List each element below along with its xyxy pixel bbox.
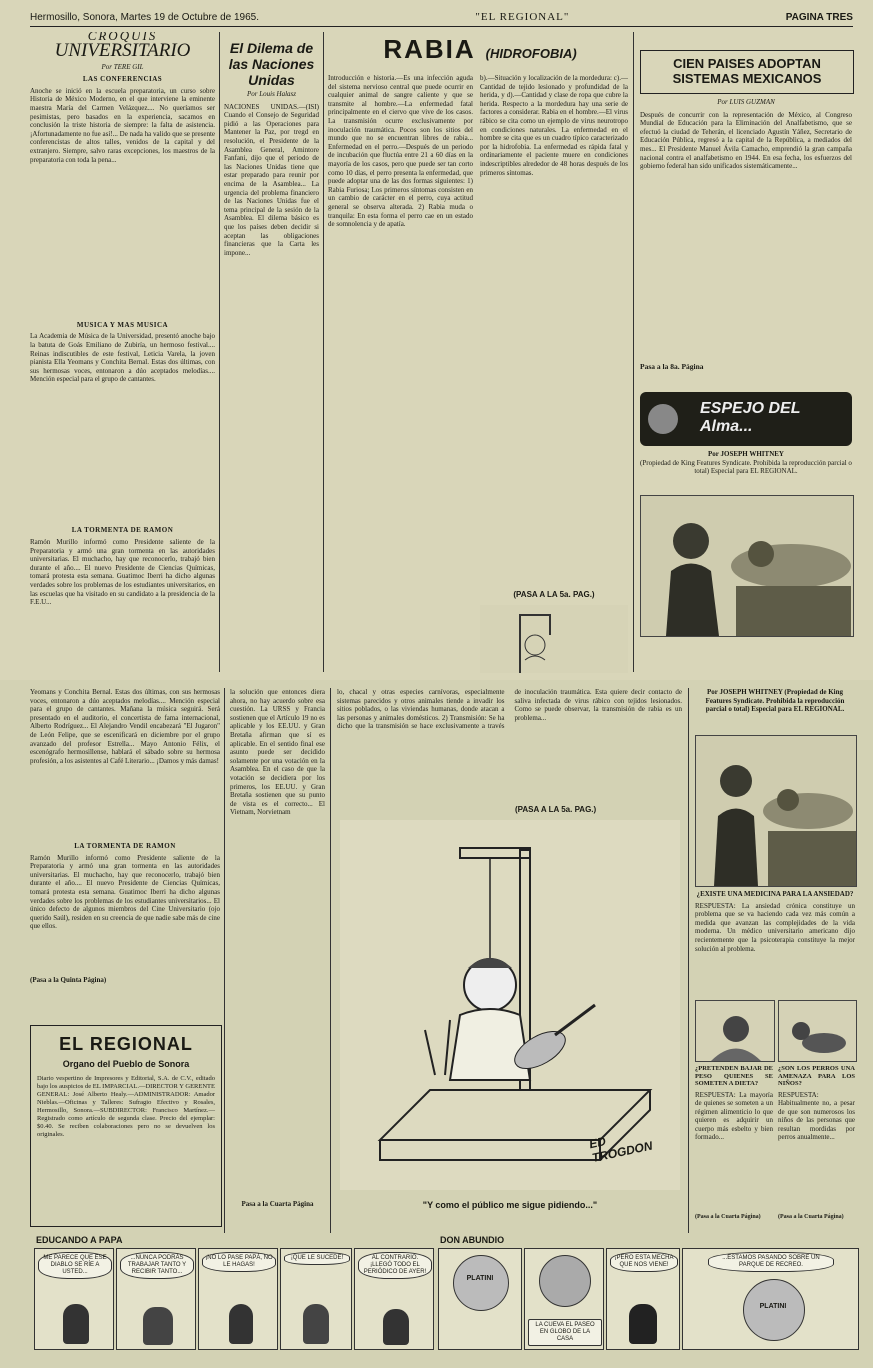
- newspaper-page-top: [0, 0, 873, 680]
- rabia-body-1: Introducción e historia.—Es una infección aguda del sistema nervioso central que puede ocurrir en cualquier animal de sangre caliente y que se transmite al hombre.—La enfermedad fatal principalmente en el ciervo que vive de los casos. La transmisión ocurre exclusivamente por inoculación traumática. Pocos son los sitios del mundo que no se encuentran libres de rabia... Enfermedad en el perro.—Después de un periodo de incubación que fluctúa entre 21 a 60 días en la mayoría de los casos, pero que puede ser tan corto como 10 días, el perro presenta la enfermedad, que puede adoptar una de las dos formas siguientes: 1) Rabia Furiosa; Los primeros síntomas consisten en un cambio de carácter en el perro, cuya actitud general se observa alterada. 2) Rabia muda o tranquila: En esta forma el perro cae en un estado de somnolencia y de apatía.: [328, 74, 473, 229]
- rabia-body-2: b).—Situación y localización de la mordedura: c).—Cantidad de tejido lesionado y profundidad de la herida, y d).—Cantidad y clase de ropa que cubre la herida. Respecto a la mordedura hay una serie de factores a considerar. Rabia en el hombre.—El virus rábico se cita como un ejemplo de virus neurotropo en condiciones naturales. La enfermedad en el hombre se cita que es un cuadro típico caracterizado por la hidrofobia. La enfermedad es rápida fatal y ordinariamente el paciente muere en condiciones indescriptibles alrededor de 48 horas después de los primeros síntomas.: [480, 74, 628, 177]
- cartoon-preview-image: [480, 605, 628, 673]
- espejo-byline: Por JOSEPH WHITNEY: [708, 450, 784, 458]
- comic2-sign: LA CUEVA EL PASEO EN GLOBO DE LA CASA: [528, 1319, 602, 1346]
- rabia-continued: (PASA A LA 5a. PAG.): [513, 590, 595, 599]
- comic2-label-2: PLATINI: [759, 1303, 787, 1310]
- balloon-icon: [539, 1255, 591, 1307]
- croquis-body-2: La Academia de Música de la Universidad, presentó anoche bajo la batuta de Goás Emiliano de Zubiría, un hermoso festival.... Reinas indiscutibles de este festival, Leticia Varela, la joven pianista Ella Yeomans y Conchita Bernal. Estas dos últimas, con sus hermosas voces, entonaron a dúo aceptados melodías.... Mención especial para el grupo de cantantes.: [30, 332, 215, 384]
- dilema-column: [224, 40, 319, 672]
- dieta-question: ¿PRETENDEN BAJAR DE PESO QUIENES SE SOMETEN A DIETA?: [695, 1065, 773, 1087]
- espejo-illustration: [640, 495, 854, 637]
- balloon-icon: [743, 1279, 805, 1341]
- bottom-croquis-column: [30, 688, 220, 1018]
- bottom-espejo-illustration: [695, 735, 857, 887]
- ansiedad-question: ¿EXISTE UNA MEDICINA PARA LA ANSIEDAD?: [696, 890, 854, 898]
- comic2-title: DON ABUNDIO: [440, 1235, 505, 1245]
- folio-right: PAGINA TRES: [785, 11, 853, 23]
- croquis-section-2: MUSICA Y MAS MUSICA: [76, 320, 169, 329]
- masthead-title: EL REGIONAL: [59, 1034, 193, 1054]
- croquis-kicker: CROQUIS: [87, 32, 158, 43]
- ansiedad-answer: RESPUESTA: La ansiedad crónica constituye un problema que se va haciendo cada vez más común a medida que avanzan las complejidades de la vida moderna. Un médico universitario americano dijo recientemente que la psicoterapia constituye la mejor solución al problema.: [695, 901, 855, 953]
- perros-question: ¿SON LOS PERROS UNA AMENAZA PARA LOS NIÑOS?: [778, 1065, 855, 1087]
- comic2-label: PLATINI: [466, 1275, 494, 1282]
- cien-column: [640, 96, 852, 376]
- croquis-section-1: LAS CONFERENCIAS: [82, 75, 163, 84]
- bottom-rabia-continued: (PASA A LA 5a. PAG.): [515, 805, 597, 814]
- bottom-croquis-continued: (Pasa a la Quinta Página): [30, 975, 107, 984]
- woman-portrait-icon: [696, 1001, 774, 1061]
- dieta-illustration: [695, 1000, 775, 1062]
- dieta-answer: RESPUESTA: La mayoría de quienes se someten a un régimen alimenticio lo que quieren es adquirir un cuerpo más esbelto y bien formado...: [695, 1090, 773, 1142]
- doctor-patient-illustration-icon: [696, 736, 856, 886]
- cien-continued: Pasa a la 8a. Página: [640, 361, 704, 371]
- dilema-body: NACIONES UNIDAS.—(ISI) Cuando el Consejo de Seguridad pidió a las Operaciones para Mantener la Paz, por tregd en resolución, el Presidente de la Asamblea General, Amintore Fanfani, dijo que el periodo de las Naciones Unidas tiene que estar preparado para reunir por encima de la Asamblea... La urgencia del problema financiero de las Naciones Unidas fue el tema principal de la sesión de la Asamblea. El dilema básico es que los países deben decidir si aceptan las obligaciones financieras que la Carta les impone...: [224, 102, 319, 257]
- croquis-body-3: Ramón Murillo informó como Presidente saliente de la Preparatoria y armó una gran tormenta en las autoridades universitarias. El muchacho, hay que reconocerlo, trabajó bien durante el año.... El nuevo Presidente de Ciencias Químicas, tomará protesta esta semana. Guatimoc Iberri ha dicho algunas verdades sobre los problemas de los estudiantes universitarios, en las escuelas que ha visitado en su candidato a la presidencia de la F.E.U...: [30, 537, 215, 607]
- comic2-panel-3: [606, 1248, 680, 1350]
- comic-figure-icon: [63, 1304, 89, 1344]
- dilema-title: El Dilema de las Naciones Unidas: [228, 40, 315, 88]
- dieta-block: [695, 1065, 773, 1230]
- bottom-rabia-column: [337, 688, 682, 803]
- espejo-banner: [640, 392, 852, 446]
- folio-left: Hermosillo, Sonora, Martes 19 de Octubre de 1965.: [30, 11, 260, 23]
- column-rule: [633, 32, 634, 672]
- comic2-panel-2: [524, 1248, 604, 1350]
- bottom-rabia-body: lo, chacal y otras especies carnívoras, especialmente sistemas parecidos y otros animales tiende a invadir los sitios poblados, o las viviendas humanas, donde atacan a las personas y animales domésticos. 2) Transmisión: Se ha dicho que la transmisión se hace exclusivamente a través de inoculación traumática. Esta quiere decir contacto de saliva infectada de virus rábico con tejidos lesionados. Como se puede observar, la transmisión de rabia es un problema...: [337, 688, 682, 731]
- croquis-body-1: Anoche se inició en la escuela preparatoria, un curso sobre Historia de México Moderno, en el que interviene la eminente maestra María del Carmen Velázquez.... No queríamos ser pesimistas, pero basados en la experiencia, sacamos en conclusión la triste historia de siempre: la falta de asistencia. ¡Afortunadamente no fue así!... De nada ha valido que se presente conferencistas de altos talles, venidos de la capital y del extranjero. Siempre, salvo raras excepciones, los maestros de la preparatoria con toda la pena...: [30, 86, 215, 164]
- comic1-bubble-2: ...NUNCA PODRÁS TRABAJAR TANTO Y RECIBIR TANTO...: [120, 1252, 194, 1279]
- comic-figure-icon: [229, 1304, 253, 1344]
- bottom-dilema-body: la solución que entonces diera ahora, no hay acuerdo sobre esa cuestión. La URSS y Francia sostienen que el Artículo 19 no es aplicable y los EE.UU. y Gran Bretaña afirman que sí es aplicable. En el sentido final ese asunto puede ser decidido solamente por una votación en la Asamblea. En el caso de que la votación se decidiera por los primeros, los EE.UU. y Gran Bretaña sostienen que su punto de vista es el correcto... El Vietnam, Norvietnam: [230, 688, 325, 817]
- bottom-espejo-credit: Por JOSEPH WHITNEY (Propiedad de King Features Syndicate. Prohibida la reproducción parcial o total) Especial para EL REGIONAL.: [705, 688, 845, 714]
- masthead-body: Diario vespertino de Impresores y Editorial, S.A. de C.V., editado bajo los auspicios de EL IMPARCIAL.—DIRECTOR Y GERENTE GENERAL: José Alberto Healy.—ADMINISTRADOR: Amador Nieblas.—Oficinas y Talleres: Sufragio Efectivo y Rosales, Hermosillo, Sonora.—SUBDIRECTOR: Francisco Martínez.—Registrado como artículo de segunda clase. Precio del ejemplar: $0.40. Se reciben colaboraciones pero no se devuelven los originales.: [37, 1075, 215, 1138]
- bottom-croquis-section: LA TORMENTA DE RAMON: [74, 842, 176, 850]
- rabia-column-2: [480, 74, 628, 574]
- cien-headline-box: [640, 50, 854, 94]
- balloon-icon: [453, 1255, 509, 1311]
- dilema-byline: Por Louis Halasz: [246, 90, 296, 98]
- comic1-title: EDUCANDO A PAPA: [36, 1235, 123, 1245]
- cien-body: Después de concurrir con la representación de México, al Congreso Mundial de Educación para la Eliminación del Analfabetismo, que se efectuó la ciudad de Teherán, el licenciado Agustín Yáñez, Secretario de Educación Pública, regresó a la capital de la República, a mediados del mes... El Presidente Manuel Ávila Camacho, emprendió la gran campaña nacional contra el analfabetismo en 1944. En esa fecha, los esfuerzos del gobierno federal han sido unificados sistemáticamente...: [640, 110, 852, 171]
- folio-center: "EL REGIONAL": [475, 11, 570, 23]
- cartoon-caption: "Y como el público me sigue pidiendo...": [422, 1200, 598, 1210]
- rabia-subtitle: (HIDROFOBIA): [485, 46, 577, 61]
- comic1-panel-2: [116, 1248, 196, 1350]
- page-folio: [30, 8, 853, 27]
- comic-figure-icon: [143, 1307, 173, 1345]
- dog-child-icon: [779, 1001, 856, 1061]
- bottom-croquis-body-2: Ramón Murillo informó como Presidente saliente de la Preparatoria y armó una gran tormenta en las autoridades universitarias. El muchacho, hay que reconocerlo, trabajó bien durante el año.... El nuevo Presidente de Ciencias Químicas, tomará protesta esta semana. Guatimoc Iberri ha dicho algunas verdades sobre los problemas de los estudiantes universitarios... El único defecto de algunos miembros del Cine Universitario (ojo querido Saúl), residen en su creencia de que nadie sabe más de cine que ellos.: [30, 853, 220, 931]
- cartoon-sketch-icon: [480, 605, 628, 673]
- comic1-bubble-4: ¡QUE LE SUCEDE!: [284, 1252, 350, 1265]
- column-rule: [330, 688, 331, 1233]
- newspaper-page-bottom: [0, 680, 873, 1368]
- masthead-subtitle: Organo del Pueblo de Sonora: [62, 1059, 190, 1069]
- dieta-continued: (Pasa a la Cuarta Página): [695, 1213, 761, 1220]
- rabia-column-1: [328, 74, 473, 584]
- espejo-credit: (Propiedad de King Features Syndicate. Prohibida la reproducción parcial o total) Especial para EL REGIONAL.: [640, 458, 852, 476]
- croquis-column: [30, 32, 215, 672]
- comic2-panel-4: [682, 1248, 859, 1350]
- perros-answer: RESPUESTA: Habitualmente no, a pesar de que son numerosos los niños de las personas que resultan mordidas por perros anualmente...: [778, 1090, 855, 1142]
- espejo-eye-icon: [648, 404, 678, 434]
- comic1-panel-4: [280, 1248, 352, 1350]
- column-rule: [688, 688, 689, 1233]
- comic1-bubble-3: ¡NO LO PASE PAPÁ, NO LE HAGAS!: [202, 1252, 276, 1272]
- column-rule: [323, 32, 324, 672]
- bottom-dilema-column: [230, 688, 325, 1218]
- comic1-panel-3: [198, 1248, 278, 1350]
- espejo-title: ESPEJO DEL Alma...: [700, 400, 801, 435]
- perros-block: [778, 1065, 855, 1230]
- comic1-panel-5: [354, 1248, 434, 1350]
- croquis-byline: Por TERE GIL: [101, 62, 144, 71]
- croquis-section-3: LA TORMENTA DE RAMON: [71, 526, 174, 535]
- bottom-dilema-continued: Pasa a la Cuarta Página: [241, 1200, 314, 1208]
- masthead-box: [30, 1025, 222, 1227]
- perros-continued: (Pasa a la Cuarta Página): [778, 1213, 844, 1220]
- comic2-bubble-1: ¡PERO ESTA MECHA QUE NOS VIENE!: [610, 1252, 678, 1272]
- column-rule: [224, 688, 225, 1233]
- cartoon-signature: ED TROGDON: [587, 1134, 654, 1165]
- rabia-header: [330, 34, 630, 65]
- column-rule: [219, 32, 220, 672]
- comic2-bubble-2: ...ESTAMOS PASANDO SOBRE UN PARQUE DE RECREO.: [708, 1252, 834, 1272]
- cien-byline: Por LUIS GUZMAN: [717, 98, 775, 106]
- doctor-patient-illustration-icon: [641, 496, 853, 636]
- espejo-credit-block: [640, 450, 852, 490]
- ansiedad-block: [695, 890, 855, 995]
- bottom-croquis-body-1: Yeomans y Conchita Bernal. Estas dos últimas, con sus hermosas voces, entonaron a dúo aceptados melodías.... Mención especial para el grupo de cantantes. Mañana la música seguirá. Será presentado en el auditorio, el concertista de fama internacional, Alberto Rodríguez... El Alejandro Vendil encabezará "El Jugaron" de León Felipe, que se escenificará en diciembre por el grupo avanzado del profesor Estrella... Mayo Antonio Félix, el escenógrafo hermosillense, hablará el sábado sobre su hermosa profesión, a los asistentes al Café Literario... ¡Damos y más damas!: [30, 688, 220, 765]
- comic-figure-icon: [383, 1309, 409, 1345]
- comic1-panel-1: [34, 1248, 114, 1350]
- comic1-bubble-1: ME PARECE QUE ESE DIABLO SE RÍE A USTED...: [38, 1252, 112, 1279]
- comic-figure-icon: [629, 1304, 657, 1344]
- comic1-bubble-5: AL CONTRARIO. ¡LLEGÓ TODO EL PERIÓDICO DE AYER!: [358, 1252, 432, 1279]
- perros-illustration: [778, 1000, 857, 1062]
- croquis-title: UNIVERSITARIO: [54, 39, 191, 61]
- comic2-panel-1: [438, 1248, 522, 1350]
- rabia-title: RABIA: [383, 34, 476, 64]
- cien-title: CIEN PAISES ADOPTAN SISTEMAS MEXICANOS: [672, 56, 822, 86]
- comic-figure-icon: [303, 1304, 329, 1344]
